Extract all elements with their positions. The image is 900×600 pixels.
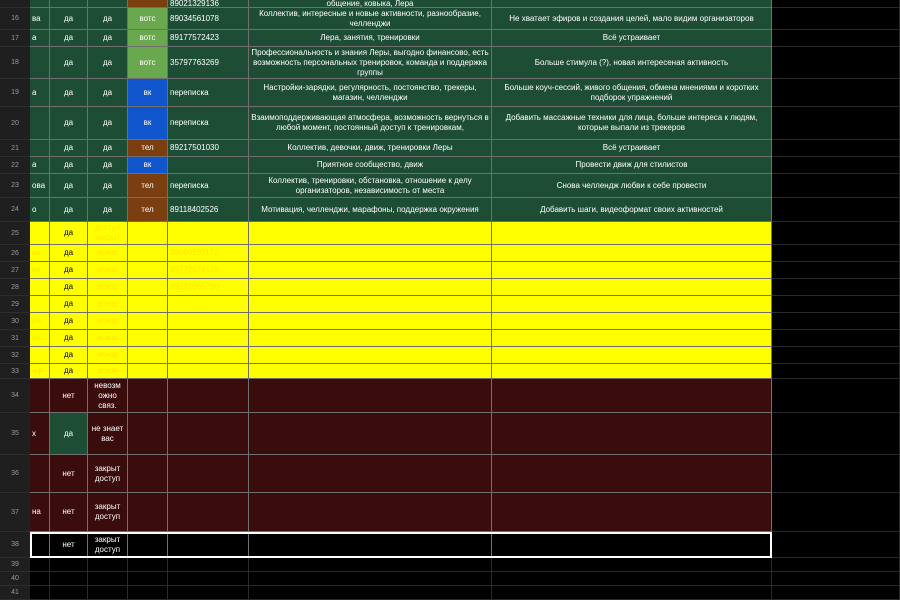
cell-name[interactable]: нф xyxy=(30,364,50,379)
row-header[interactable]: 31 xyxy=(0,330,30,347)
cell-contact[interactable] xyxy=(168,296,249,313)
cell-likes[interactable] xyxy=(249,245,492,262)
cell-source[interactable] xyxy=(128,279,168,296)
cell-c2[interactable]: игнор xyxy=(88,279,128,296)
row-header[interactable]: 20 xyxy=(0,107,30,140)
cell-x1[interactable] xyxy=(772,140,900,157)
cell-c2[interactable]: да xyxy=(88,140,128,157)
cell-name[interactable] xyxy=(30,0,50,8)
cell-source[interactable] xyxy=(128,364,168,379)
cell-contact[interactable] xyxy=(168,222,249,245)
cell-x1[interactable] xyxy=(772,279,900,296)
cell-name[interactable]: х xyxy=(30,413,50,455)
cell-improve[interactable]: Добавить шаги, видеоформат своих активностей xyxy=(492,198,772,222)
cell-c1[interactable]: да xyxy=(50,30,88,47)
cell-likes[interactable]: Коллектив, интересные и новые активности, разнообразие, челленджи xyxy=(249,8,492,30)
cell-contact[interactable]: 89217501030 xyxy=(168,140,249,157)
cell-c2[interactable]: да xyxy=(88,47,128,79)
cell-improve[interactable] xyxy=(492,572,772,586)
row-header[interactable]: 32 xyxy=(0,347,30,364)
cell-source[interactable] xyxy=(128,493,168,532)
cell-source[interactable] xyxy=(128,262,168,279)
cell-likes[interactable] xyxy=(249,493,492,532)
cell-improve[interactable] xyxy=(492,532,772,558)
cell-name[interactable]: ра xyxy=(30,313,50,330)
cell-source[interactable] xyxy=(128,245,168,262)
cell-name[interactable]: а xyxy=(30,30,50,47)
cell-improve[interactable] xyxy=(492,586,772,600)
cell-x1[interactable] xyxy=(772,347,900,364)
cell-x1[interactable] xyxy=(772,379,900,413)
cell-c2[interactable]: доступ закрыт xyxy=(88,222,128,245)
cell-contact[interactable]: 89034561078 xyxy=(168,8,249,30)
cell-source[interactable] xyxy=(128,379,168,413)
cell-likes[interactable] xyxy=(249,313,492,330)
cell-c2[interactable] xyxy=(88,558,128,572)
cell-source[interactable] xyxy=(128,347,168,364)
cell-c1[interactable]: да xyxy=(50,347,88,364)
cell-source[interactable] xyxy=(128,455,168,493)
cell-contact[interactable]: 89772678138 xyxy=(168,262,249,279)
cell-contact[interactable] xyxy=(168,532,249,558)
cell-likes[interactable] xyxy=(249,364,492,379)
cell-name[interactable]: на xyxy=(30,493,50,532)
cell-name[interactable] xyxy=(30,379,50,413)
cell-likes[interactable] xyxy=(249,532,492,558)
cell-c2[interactable]: да xyxy=(88,107,128,140)
cell-contact[interactable] xyxy=(168,379,249,413)
cell-c2[interactable]: игнор xyxy=(88,313,128,330)
row-header[interactable]: 37 xyxy=(0,493,30,532)
cell-name[interactable] xyxy=(30,140,50,157)
cell-name[interactable] xyxy=(30,347,50,364)
cell-likes[interactable]: Лера, занятия, тренировки xyxy=(249,30,492,47)
cell-contact[interactable] xyxy=(168,157,249,174)
cell-c2[interactable]: закрыт доступ xyxy=(88,493,128,532)
cell-x1[interactable] xyxy=(772,413,900,455)
cell-c2[interactable]: игнор xyxy=(88,330,128,347)
row-header[interactable]: 23 xyxy=(0,174,30,198)
cell-x1[interactable] xyxy=(772,245,900,262)
cell-improve[interactable] xyxy=(492,279,772,296)
cell-c1[interactable]: да xyxy=(50,140,88,157)
row-header[interactable]: 25 xyxy=(0,222,30,245)
cell-c1[interactable]: да xyxy=(50,279,88,296)
cell-c2[interactable] xyxy=(88,586,128,600)
cell-c1[interactable]: да xyxy=(50,198,88,222)
row-header[interactable]: 21 xyxy=(0,140,30,157)
cell-source[interactable] xyxy=(128,222,168,245)
cell-c1[interactable]: да xyxy=(50,222,88,245)
cell-likes[interactable] xyxy=(249,586,492,600)
cell-source[interactable] xyxy=(128,532,168,558)
cell-c1[interactable]: да xyxy=(50,157,88,174)
cell-improve[interactable]: Провести движ для стилистов xyxy=(492,157,772,174)
cell-contact[interactable]: 89080131172 xyxy=(168,245,249,262)
cell-c1[interactable]: да xyxy=(50,364,88,379)
cell-improve[interactable] xyxy=(492,364,772,379)
cell-contact[interactable]: 89118402526 xyxy=(168,198,249,222)
row-header[interactable]: 34 xyxy=(0,379,30,413)
cell-improve[interactable] xyxy=(492,379,772,413)
cell-improve[interactable] xyxy=(492,330,772,347)
cell-likes[interactable] xyxy=(249,572,492,586)
row-header[interactable]: 29 xyxy=(0,296,30,313)
cell-improve[interactable]: Не хватает эфиров и создания целей, мало видим организаторов xyxy=(492,8,772,30)
cell-c2[interactable] xyxy=(88,0,128,8)
cell-name[interactable] xyxy=(30,279,50,296)
cell-contact[interactable] xyxy=(168,347,249,364)
cell-source[interactable]: тел xyxy=(128,140,168,157)
cell-likes[interactable]: Настройки-зарядки, регулярность, постоянство, трекеры, магазин, челленджи xyxy=(249,79,492,107)
cell-c1[interactable]: да xyxy=(50,47,88,79)
cell-c2[interactable] xyxy=(88,572,128,586)
cell-likes[interactable]: Профессиональность и знания Леры, выгодно финансово, есть возможность персональных тренировок, команда и поддержка группы xyxy=(249,47,492,79)
cell-name[interactable] xyxy=(30,558,50,572)
cell-c1[interactable] xyxy=(50,572,88,586)
cell-source[interactable]: вк xyxy=(128,107,168,140)
cell-name[interactable] xyxy=(30,107,50,140)
cell-c1[interactable]: нет xyxy=(50,379,88,413)
row-header[interactable]: 38 xyxy=(0,532,30,558)
cell-contact[interactable] xyxy=(168,558,249,572)
cell-x1[interactable] xyxy=(772,0,900,8)
cell-improve[interactable]: Всё устраивает xyxy=(492,140,772,157)
cell-improve[interactable] xyxy=(492,0,772,8)
cell-likes[interactable] xyxy=(249,330,492,347)
cell-c2[interactable]: игнор xyxy=(88,296,128,313)
cell-x1[interactable] xyxy=(772,364,900,379)
row-header[interactable]: 35 xyxy=(0,413,30,455)
cell-c1[interactable]: да xyxy=(50,8,88,30)
cell-likes[interactable]: Взаимоподдерживающая атмосфера, возможность вернуться в любой момент, постоянный доступ к тренировкам, xyxy=(249,107,492,140)
cell-c2[interactable]: да xyxy=(88,30,128,47)
cell-likes[interactable]: Коллектив, тренировки, обстановка, отношение к делу организаторов, независимость от места xyxy=(249,174,492,198)
cell-contact[interactable]: 89231065790 xyxy=(168,279,249,296)
cell-source[interactable] xyxy=(128,0,168,8)
cell-contact[interactable] xyxy=(168,493,249,532)
cell-x1[interactable] xyxy=(772,572,900,586)
cell-likes[interactable] xyxy=(249,413,492,455)
cell-x1[interactable] xyxy=(772,107,900,140)
cell-likes[interactable] xyxy=(249,296,492,313)
cell-source[interactable] xyxy=(128,330,168,347)
cell-contact[interactable] xyxy=(168,586,249,600)
row-header[interactable]: 39 xyxy=(0,558,30,572)
cell-source[interactable] xyxy=(128,313,168,330)
cell-improve[interactable] xyxy=(492,313,772,330)
cell-name[interactable]: а xyxy=(30,157,50,174)
row-header[interactable]: 30 xyxy=(0,313,30,330)
row-header[interactable]: 28 xyxy=(0,279,30,296)
cell-likes[interactable] xyxy=(249,379,492,413)
cell-improve[interactable]: Снова челлендж любви к себе провести xyxy=(492,174,772,198)
cell-c2[interactable]: игнор xyxy=(88,262,128,279)
cell-contact[interactable] xyxy=(168,455,249,493)
cell-x1[interactable] xyxy=(772,222,900,245)
cell-likes[interactable] xyxy=(249,347,492,364)
cell-name[interactable] xyxy=(30,586,50,600)
row-header[interactable]: 17 xyxy=(0,30,30,47)
cell-improve[interactable]: Больше коуч-сессий, живого общения, обмена мнениями и коротких подборок упражнений xyxy=(492,79,772,107)
cell-c2[interactable]: игнор xyxy=(88,347,128,364)
cell-c1[interactable]: да xyxy=(50,313,88,330)
cell-x1[interactable] xyxy=(772,262,900,279)
cell-c2[interactable]: не знает вас xyxy=(88,413,128,455)
cell-name[interactable] xyxy=(30,455,50,493)
cell-improve[interactable] xyxy=(492,558,772,572)
cell-c2[interactable]: игнор xyxy=(88,245,128,262)
cell-name[interactable]: на xyxy=(30,330,50,347)
cell-c1[interactable]: нет xyxy=(50,493,88,532)
cell-likes[interactable]: общение, ковыка, Лера xyxy=(249,0,492,8)
row-header[interactable]: 18 xyxy=(0,47,30,79)
cell-source[interactable]: вотс xyxy=(128,30,168,47)
row-header[interactable]: 27 xyxy=(0,262,30,279)
cell-improve[interactable]: Больше стимула (?), новая интересеная активность xyxy=(492,47,772,79)
row-header[interactable] xyxy=(0,0,30,8)
cell-likes[interactable] xyxy=(249,455,492,493)
cell-improve[interactable] xyxy=(492,296,772,313)
cell-source[interactable] xyxy=(128,572,168,586)
cell-source[interactable]: тел xyxy=(128,174,168,198)
cell-c2[interactable]: закрыт доступ xyxy=(88,532,128,558)
cell-likes[interactable]: Приятное сообщество, движ xyxy=(249,157,492,174)
cell-contact[interactable]: переписка xyxy=(168,79,249,107)
cell-source[interactable]: тел xyxy=(128,198,168,222)
cell-contact[interactable] xyxy=(168,313,249,330)
cell-c1[interactable]: да xyxy=(50,79,88,107)
cell-c1[interactable] xyxy=(50,558,88,572)
cell-c2[interactable]: игнор xyxy=(88,364,128,379)
cell-source[interactable]: вотс xyxy=(128,8,168,30)
row-header[interactable]: 16 xyxy=(0,8,30,30)
cell-x1[interactable] xyxy=(772,330,900,347)
cell-c2[interactable]: да xyxy=(88,79,128,107)
cell-name[interactable]: ова xyxy=(30,174,50,198)
cell-improve[interactable] xyxy=(492,245,772,262)
cell-name[interactable] xyxy=(30,47,50,79)
cell-improve[interactable] xyxy=(492,222,772,245)
cell-x1[interactable] xyxy=(772,558,900,572)
cell-likes[interactable] xyxy=(249,262,492,279)
cell-x1[interactable] xyxy=(772,296,900,313)
cell-x1[interactable] xyxy=(772,157,900,174)
cell-c2[interactable]: да xyxy=(88,8,128,30)
cell-source[interactable] xyxy=(128,558,168,572)
row-header[interactable]: 33 xyxy=(0,364,30,379)
cell-x1[interactable] xyxy=(772,79,900,107)
row-header[interactable]: 40 xyxy=(0,572,30,586)
cell-name[interactable]: а xyxy=(30,79,50,107)
cell-name[interactable]: ка xyxy=(30,245,50,262)
cell-source[interactable]: вотс xyxy=(128,47,168,79)
cell-source[interactable]: вк xyxy=(128,157,168,174)
cell-c1[interactable]: да xyxy=(50,330,88,347)
cell-source[interactable] xyxy=(128,296,168,313)
cell-name[interactable]: ва xyxy=(30,8,50,30)
cell-contact[interactable] xyxy=(168,364,249,379)
cell-likes[interactable] xyxy=(249,279,492,296)
cell-x1[interactable] xyxy=(772,8,900,30)
cell-likes[interactable] xyxy=(249,222,492,245)
cell-improve[interactable]: Добавить массажные техники для лица, больше интереса к людям, которые выпали из трекеров xyxy=(492,107,772,140)
cell-c2[interactable]: закрыт доступ xyxy=(88,455,128,493)
row-header[interactable]: 19 xyxy=(0,79,30,107)
row-header[interactable]: 22 xyxy=(0,157,30,174)
cell-c1[interactable] xyxy=(50,0,88,8)
cell-improve[interactable] xyxy=(492,347,772,364)
cell-x1[interactable] xyxy=(772,174,900,198)
cell-source[interactable]: вк xyxy=(128,79,168,107)
cell-c1[interactable]: да xyxy=(50,413,88,455)
cell-c2[interactable]: да xyxy=(88,157,128,174)
cell-x1[interactable] xyxy=(772,455,900,493)
cell-name[interactable] xyxy=(30,532,50,558)
cell-improve[interactable]: Всё устраивает xyxy=(492,30,772,47)
cell-likes[interactable] xyxy=(249,558,492,572)
cell-improve[interactable] xyxy=(492,262,772,279)
cell-source[interactable] xyxy=(128,586,168,600)
cell-improve[interactable] xyxy=(492,413,772,455)
cell-x1[interactable] xyxy=(772,47,900,79)
cell-contact[interactable] xyxy=(168,572,249,586)
cell-x1[interactable] xyxy=(772,313,900,330)
cell-likes[interactable]: Мотивация, челленджи, марафоны, поддержка окружения xyxy=(249,198,492,222)
cell-contact[interactable]: 89177572423 xyxy=(168,30,249,47)
cell-contact[interactable]: 35797763269 xyxy=(168,47,249,79)
cell-name[interactable] xyxy=(30,296,50,313)
row-header[interactable]: 36 xyxy=(0,455,30,493)
row-header[interactable]: 26 xyxy=(0,245,30,262)
row-header[interactable]: 41 xyxy=(0,586,30,600)
cell-name[interactable]: ва xyxy=(30,262,50,279)
cell-contact[interactable]: переписка xyxy=(168,174,249,198)
cell-name[interactable] xyxy=(30,222,50,245)
cell-c2[interactable]: да xyxy=(88,198,128,222)
cell-c1[interactable]: нет xyxy=(50,532,88,558)
row-header[interactable]: 24 xyxy=(0,198,30,222)
cell-x1[interactable] xyxy=(772,532,900,558)
cell-contact[interactable] xyxy=(168,330,249,347)
cell-c2[interactable]: да xyxy=(88,174,128,198)
cell-name[interactable]: о xyxy=(30,198,50,222)
cell-x1[interactable] xyxy=(772,198,900,222)
cell-c1[interactable]: да xyxy=(50,262,88,279)
cell-improve[interactable] xyxy=(492,493,772,532)
cell-contact[interactable] xyxy=(168,413,249,455)
cell-likes[interactable]: Коллектив, девочки, движ, тренировки Леры xyxy=(249,140,492,157)
cell-contact[interactable]: переписка xyxy=(168,107,249,140)
cell-c2[interactable]: невозм ожно связ. xyxy=(88,379,128,413)
cell-x1[interactable] xyxy=(772,586,900,600)
cell-x1[interactable] xyxy=(772,30,900,47)
cell-source[interactable] xyxy=(128,413,168,455)
cell-c1[interactable] xyxy=(50,586,88,600)
cell-x1[interactable] xyxy=(772,493,900,532)
cell-contact[interactable]: 89021329136 xyxy=(168,0,249,8)
cell-c1[interactable]: да xyxy=(50,245,88,262)
cell-c1[interactable]: да xyxy=(50,107,88,140)
cell-c1[interactable]: нет xyxy=(50,455,88,493)
cell-c1[interactable]: да xyxy=(50,296,88,313)
cell-c1[interactable]: да xyxy=(50,174,88,198)
cell-name[interactable] xyxy=(30,572,50,586)
cell-improve[interactable] xyxy=(492,455,772,493)
